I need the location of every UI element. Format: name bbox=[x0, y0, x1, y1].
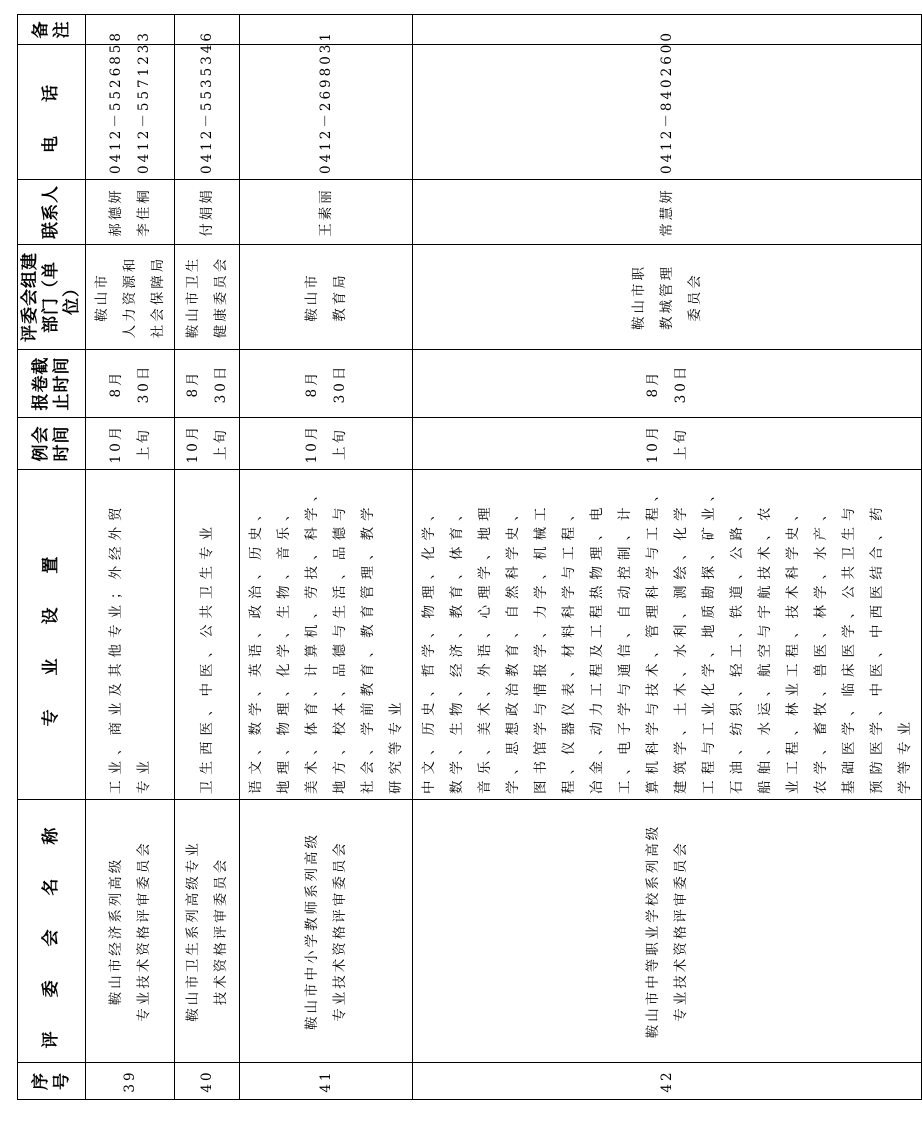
deadline-cell bbox=[240, 350, 413, 418]
specialties-text: 冶金、动力工程及工程热物理、电 bbox=[589, 501, 605, 794]
committee-table bbox=[17, 14, 922, 1100]
specialties-text: 基础医学、临床医学、公共卫生与 bbox=[841, 501, 857, 794]
deadline-text: 30日 bbox=[673, 363, 689, 404]
specialties-text: 船舶、水运、航空与宇航技术、农 bbox=[757, 501, 773, 794]
row-no-text: 41 bbox=[318, 1069, 334, 1093]
row-no-text: 42 bbox=[659, 1069, 675, 1093]
meeting-time-cell bbox=[175, 418, 240, 470]
header-no: 序号 bbox=[18, 1063, 86, 1100]
phone-text: 0412－5526858 bbox=[108, 30, 124, 174]
specialties-text: 社会、学前教育、教育管理、教学 bbox=[360, 501, 376, 794]
committee-name-text: 专业技术资格评审委员会 bbox=[673, 840, 689, 1022]
organizing-dept-text: 教育局 bbox=[332, 272, 348, 322]
table-row bbox=[86, 15, 175, 1100]
specialties-text: 专业 bbox=[136, 755, 152, 794]
deadline-cell bbox=[413, 350, 922, 418]
specialties-text: 建筑学、土木、水利、测绘、化学 bbox=[673, 501, 689, 794]
header-row bbox=[18, 15, 86, 1100]
organizing-dept-text: 教城管理 bbox=[659, 264, 675, 330]
specialties-text: 数学、生物、经济、教育、体育、 bbox=[449, 501, 465, 794]
meeting-time-text: 10月 bbox=[185, 423, 201, 464]
deadline-text: 30日 bbox=[213, 363, 229, 404]
organizing-dept-cell bbox=[86, 245, 175, 350]
deadline-text: 30日 bbox=[332, 363, 348, 404]
note-cell bbox=[86, 15, 175, 45]
specialties-cell bbox=[240, 470, 413, 800]
phone-cell bbox=[86, 30, 175, 180]
committee-name-text: 鞍山市经济系列高级 bbox=[108, 856, 124, 1006]
meeting-time-text: 10月 bbox=[304, 423, 320, 464]
phone-text: 0412－5571233 bbox=[136, 30, 152, 174]
phone-text: 0412－8402600 bbox=[659, 30, 675, 174]
meeting-time-text: 上旬 bbox=[213, 427, 229, 460]
organizing-dept-text: 人力资源和 bbox=[122, 255, 138, 339]
header-phone: 电 话 bbox=[18, 45, 86, 180]
specialties-text: 石油、纺织、轻工、铁道、公路、 bbox=[729, 501, 745, 794]
specialties-text: 中文、历史、哲学、物理、化学、 bbox=[421, 501, 437, 794]
table-row bbox=[413, 15, 922, 1100]
specialties-text: 地理、物理、化学、生物、音乐、 bbox=[276, 501, 292, 794]
committee-name-text: 鞍山市中等职业学校系列高级 bbox=[645, 823, 661, 1039]
specialties-text: 美术、体育、计算机、劳技、科学、 bbox=[304, 482, 320, 794]
meeting-time-text: 上旬 bbox=[332, 427, 348, 460]
phone-text: 0412－2698031 bbox=[318, 30, 334, 174]
meeting-time-cell bbox=[86, 418, 175, 470]
header-dept: 评委会组建部门（单位） bbox=[18, 245, 86, 350]
specialties-cell bbox=[413, 470, 922, 800]
meeting-time-cell bbox=[413, 418, 922, 470]
contact-person-text: 郝德妍 bbox=[108, 187, 124, 237]
contact-person-text: 付娟娟 bbox=[199, 187, 215, 237]
specialties-text: 算机科学与技术、管理科学与工程、 bbox=[645, 482, 661, 794]
deadline-cell bbox=[175, 350, 240, 418]
deadline-text: 30日 bbox=[136, 363, 152, 404]
deadline-text: 8月 bbox=[645, 369, 661, 398]
header-deadline: 报卷截止时间 bbox=[18, 350, 86, 418]
table-row bbox=[240, 15, 413, 1100]
header-contact: 联系人 bbox=[18, 180, 86, 245]
committee-name-cell bbox=[175, 800, 240, 1063]
deadline-text: 8月 bbox=[185, 369, 201, 398]
contact-person-cell bbox=[175, 180, 240, 245]
row-no-text: 39 bbox=[122, 1069, 138, 1093]
organizing-dept-text: 鞍山市职 bbox=[631, 264, 647, 330]
header-spec: 专 业 设 置 bbox=[18, 470, 86, 800]
specialties-text: 语文、数学、英语、政治、历史、 bbox=[248, 501, 264, 794]
contact-person-cell bbox=[413, 180, 922, 245]
committee-name-text: 鞍山市卫生系列高级专业 bbox=[185, 840, 201, 1022]
header-name: 评 委 会 名 称 bbox=[18, 800, 86, 1063]
specialties-text: 工、电子学与通信、自动控制、计 bbox=[617, 501, 633, 794]
deadline-text: 8月 bbox=[304, 369, 320, 398]
committee-name-cell bbox=[240, 800, 413, 1063]
header-note: 备注 bbox=[18, 15, 86, 45]
specialties-text: 农学、畜牧、兽医、林学、水产、 bbox=[813, 501, 829, 794]
specialties-text: 业工程、林业工程、技术科学史、 bbox=[785, 501, 801, 794]
specialties-text: 研究等专业 bbox=[388, 696, 404, 794]
table-row bbox=[175, 15, 240, 1100]
specialties-text: 学等专业 bbox=[897, 716, 913, 794]
committee-name-text: 鞍山市中小学教师系列高级 bbox=[304, 832, 320, 1030]
phone-cell bbox=[175, 30, 240, 180]
meeting-time-text: 10月 bbox=[108, 423, 124, 464]
meeting-time-text: 上旬 bbox=[673, 427, 689, 460]
organizing-dept-text: 鞍山市卫生 bbox=[185, 255, 201, 339]
specialties-text: 地方、校本、品德与生活、品德与 bbox=[332, 501, 348, 794]
organizing-dept-cell bbox=[175, 245, 240, 350]
committee-name-text: 专业技术资格评审委员会 bbox=[332, 840, 348, 1022]
deadline-text: 8月 bbox=[108, 369, 124, 398]
specialties-text: 卫生西医、中医、公共卫生专业 bbox=[199, 521, 215, 794]
organizing-dept-text: 鞍山市 bbox=[304, 272, 320, 322]
organizing-dept-text: 社会保障局 bbox=[150, 255, 166, 339]
phone-cell bbox=[240, 30, 413, 180]
organizing-dept-text: 健康委员会 bbox=[213, 255, 229, 339]
row-no-cell bbox=[86, 1063, 175, 1100]
deadline-cell bbox=[86, 350, 175, 418]
specialties-text: 学、思想政治教育、自然科学史、 bbox=[505, 501, 521, 794]
meeting-time-text: 上旬 bbox=[136, 427, 152, 460]
header-meeting: 例会时间 bbox=[18, 418, 86, 470]
specialties-text: 程、仪器仪表、材料科学与工程、 bbox=[561, 501, 577, 794]
row-no-text: 40 bbox=[199, 1069, 215, 1093]
specialties-text: 预防医学、中医、中西医结合、药 bbox=[869, 501, 885, 794]
meeting-time-cell bbox=[240, 418, 413, 470]
specialties-text: 图书馆学与情报学、力学、机械工 bbox=[533, 501, 549, 794]
committee-name-cell bbox=[86, 800, 175, 1063]
phone-cell bbox=[413, 30, 922, 180]
organizing-dept-cell bbox=[240, 245, 413, 350]
phone-text: 0412－5535346 bbox=[199, 30, 215, 174]
committee-name-text: 技术资格评审委员会 bbox=[213, 856, 229, 1006]
specialties-text: 工业、商业及其他专业；外经外贸 bbox=[108, 501, 124, 794]
row-no-cell bbox=[413, 1063, 922, 1100]
specialties-cell bbox=[86, 470, 175, 800]
meeting-time-text: 10月 bbox=[645, 423, 661, 464]
committee-name-text: 专业技术资格评审委员会 bbox=[136, 840, 152, 1022]
committee-name-cell bbox=[413, 800, 922, 1063]
organizing-dept-text: 鞍山市 bbox=[94, 272, 110, 322]
specialties-text: 音乐、美术、外语、心理学、地理 bbox=[477, 501, 493, 794]
contact-person-text: 李佳桐 bbox=[136, 187, 152, 237]
contact-person-cell bbox=[240, 180, 413, 245]
specialties-cell bbox=[175, 470, 240, 800]
contact-person-text: 王素丽 bbox=[318, 187, 334, 237]
contact-person-cell bbox=[86, 180, 175, 245]
row-no-cell bbox=[175, 1063, 240, 1100]
organizing-dept-text: 委员会 bbox=[687, 272, 703, 322]
contact-person-text: 常慧妍 bbox=[659, 187, 675, 237]
organizing-dept-cell bbox=[413, 245, 922, 350]
row-no-cell bbox=[240, 1063, 413, 1100]
specialties-text: 工程与工业化学、地质勘探、矿业、 bbox=[701, 482, 717, 794]
